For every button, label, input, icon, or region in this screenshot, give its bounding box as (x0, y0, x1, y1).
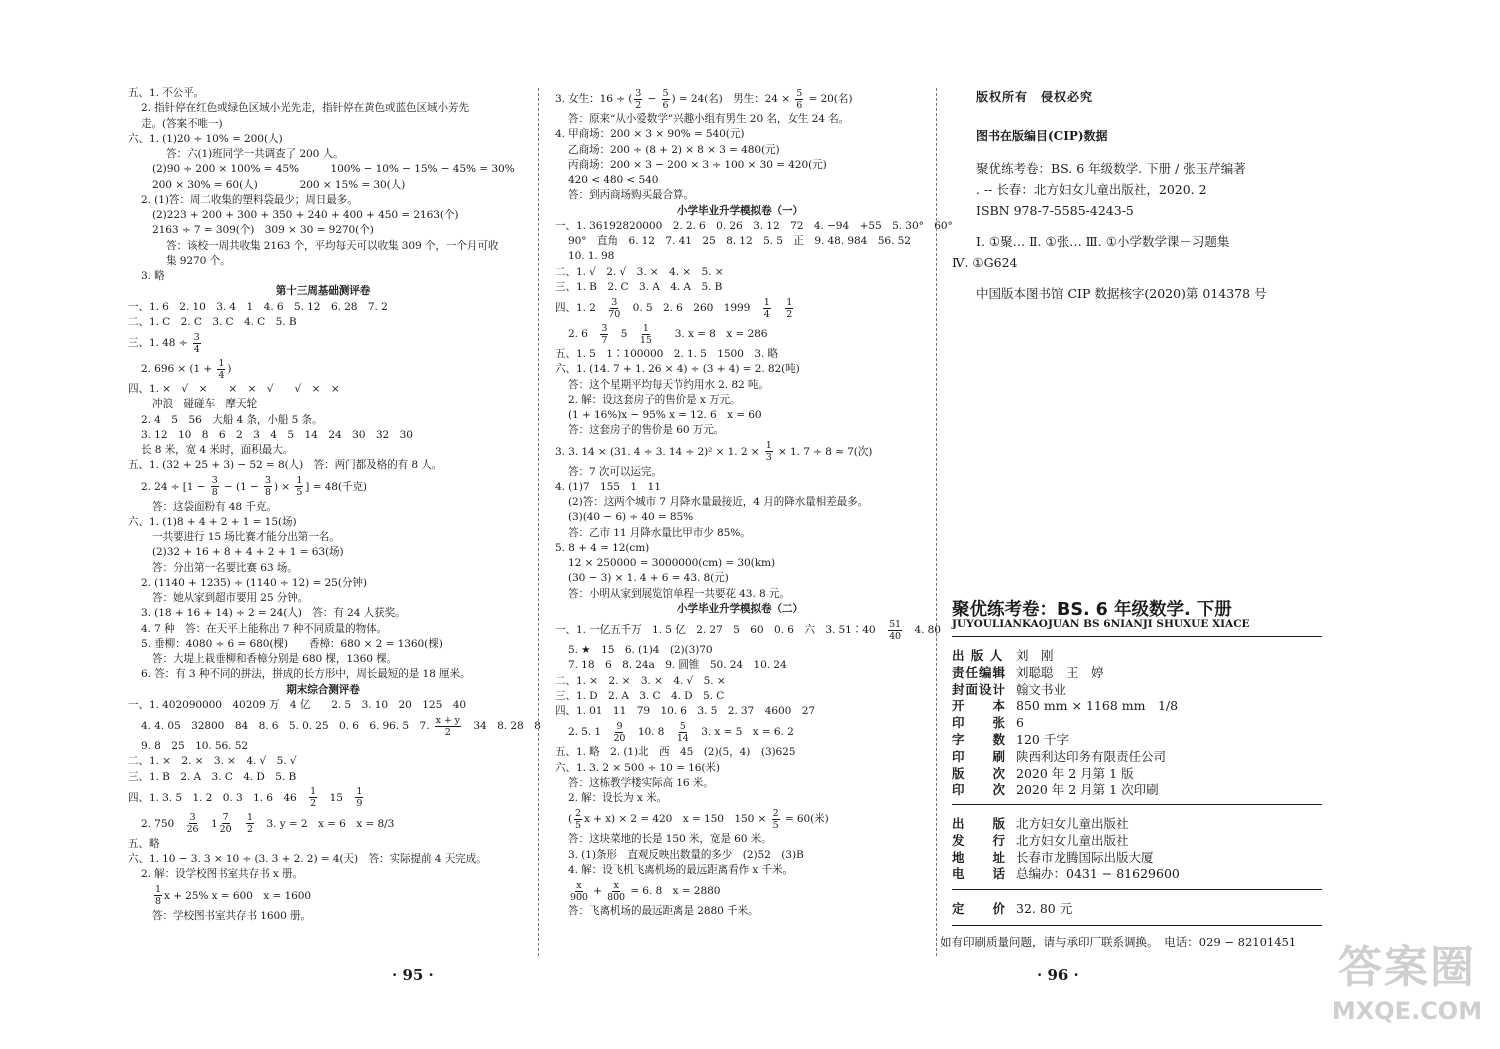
answer-line: 四、1. 3. 5 1. 2 0. 3 1. 6 46 $\frac{1}{2}$ 15 $\frac{1}{9}$ (128, 786, 363, 810)
info-label: 发 行 (952, 832, 1007, 848)
publisher-info (952, 816, 1180, 883)
watermark-url: MXQE.COM (1331, 997, 1483, 1025)
cip-line: ISBN 978-7-5585-4243-5 (976, 203, 1134, 218)
cip-line: Ⅳ. ①G624 (952, 255, 1018, 270)
fraction: $\frac{9}{20}$ (613, 720, 626, 744)
cip-number: 中国版本图书馆 CIP 数据核字(2020)第 014378 号 (976, 286, 1267, 301)
answer-line: 一、1. 一亿五千万 1. 5 亿 2. 27 5 60 0. 6 六 3. 51∶40 $\frac{51}{40}$ 4. 80 (555, 618, 941, 642)
cip-line: 聚优练考卷：BS. 6 年级数学. 下册 / 张玉芹编著 (976, 161, 1246, 176)
info-label: 印 次 (952, 782, 1007, 798)
quality-note: 如有印刷质量问题，请与承印厂联系调换。 电话：029 − 82101451 (940, 935, 1297, 949)
answer-line: 答：六(1)班同学一共调查了 200 人。 (166, 148, 344, 160)
answer-line: 长 8 米，宽 4 米时，面积最大。 (141, 444, 294, 456)
info-row (952, 682, 1178, 699)
answer-line: 五、1. 略 2. (1)北 西 45 (2)(5，4) (3)625 (555, 746, 796, 759)
answer-line: 冲浪 碰碰车 摩天轮 (152, 398, 257, 411)
answer-line: 2. 4 5 56 大船 4 条，小船 5 条。 (141, 413, 323, 426)
answer-line: 12 × 250000 = 3000000(cm) = 30(km) (568, 557, 775, 569)
fraction: $\frac{1}{9}$ (356, 786, 363, 810)
fraction: $\frac{x + y}{2}$ (435, 714, 460, 738)
answer-line: 走。(答案不唯一) (141, 117, 223, 130)
answer-line: 答：乙市 11 月降水量比甲市少 85%。 (568, 526, 751, 539)
answer-line: 3. 12 10 8 6 2 3 4 5 14 24 30 32 30 (141, 428, 413, 441)
fraction: $\frac{1}{3}$ (765, 440, 772, 463)
answer-line: 答：学校图书室共存书 1600 册。 (152, 909, 312, 922)
info-row (952, 866, 1180, 883)
book-title-pinyin: JUYOULIANKAOJUAN BS 6NIANJI SHUXUE XIACE (952, 618, 1250, 630)
cip-title: 图书在版编目(CIP)数据 (976, 129, 1108, 143)
answer-line: 一共要进行 15 场比赛才能分出第一名。 (152, 531, 340, 543)
info-row (952, 749, 1178, 766)
fraction: $\frac{7}{20}$ (219, 812, 232, 836)
info-value: 北方妇女儿童出版社 (1016, 816, 1129, 831)
fraction: $\frac{51}{40}$ (889, 618, 901, 642)
info-row (952, 715, 1178, 732)
info-label: 出 版 人 (952, 648, 1004, 663)
answer-line: (2)32 + 16 + 8 + 4 + 2 + 1 = 63(场) (152, 546, 344, 559)
answer-line: 4. 甲商场：200 × 3 × 90% = 540(元) (555, 128, 745, 141)
section-heading: 第十三周基础测评卷 (275, 285, 371, 298)
info-label: 责任编辑 (952, 664, 1007, 680)
info-value: 2020 年 2 月第 1 次印刷 (1016, 782, 1159, 798)
fraction: $\frac{3}{2}$ (635, 87, 642, 111)
fraction: $\frac{3}{70}$ (608, 296, 621, 320)
answer-line: 2163 ÷ 7 = 309(个) 309 × 30 = 9270(个) (152, 224, 374, 237)
answer-line: 三、1. D 2. A 3. C 4. D 5. C (555, 689, 725, 702)
answer-line: 一、1. 36192820000 2. 2. 6 0. 26 3. 12 72 4. −94 +55 5. 30° 60° (555, 219, 953, 232)
fraction: $\frac{3}{8}$ (265, 475, 271, 498)
answer-line: 2. 24 ÷ [1 − $\frac{3}{8}$ − (1 − $\frac{3}{8}$ ) × $\frac{1}{5}$ ] = 48(千克) (141, 475, 367, 498)
answer-line: 五、略 (128, 837, 160, 850)
answer-line: 六、1. 3. 2 × 500 ÷ 10 = 16(米) (555, 761, 720, 774)
info-label: 电 话 (952, 866, 1007, 882)
fraction: $\frac{3}{7}$ (601, 322, 608, 346)
info-value: 32. 80 元 (1016, 901, 1073, 916)
answer-line: 二、1. × 2. × 3. × 4. √ 5. × (555, 674, 726, 687)
answer-line: 三、1. B 2. C 3. A 4. A 5. B (555, 280, 723, 293)
answer-line: 4. 解：设飞机飞离机场的最远距离看作 x 千米。 (568, 863, 793, 876)
answer-line: 9. 8 25 10. 56. 52 (141, 740, 248, 752)
answer-line: 答：到丙商场购买最合算。 (568, 189, 694, 202)
copyright-column (952, 86, 1332, 304)
answer-column-left (128, 86, 541, 924)
answer-line: 3. 3. 14 × (31. 4 ÷ 3. 14 ÷ 2)² × 1. 2 × $\frac{1}{3}$ × 1. 7 ÷ 8 ≈ 7(次) (555, 440, 873, 463)
answer-line: 丙商场：200 × 3 − 200 × 3 ÷ 100 × 30 = 420(元) (568, 158, 827, 171)
answer-line: 集 9270 个。 (166, 254, 231, 267)
answer-line: 答：这栋教学楼实际高 16 米。 (568, 776, 714, 789)
answer-line: 五、1. (32 + 25 + 3) − 52 = 8(人) 答：两门都及格的有 8 人。 (128, 459, 443, 472)
fraction: $\frac{3}{8}$ (211, 475, 218, 498)
answer-line: (2)223 + 200 + 300 + 350 + 240 + 400 + 450 = 2163(个) (152, 209, 459, 221)
fraction: $\frac{1}{2}$ (247, 812, 253, 836)
answer-line: 一、1. 402090000 40209 万 4 亿 2. 5 3. 10 20 125 40 (128, 698, 466, 711)
answer-line: 答：飞离机场的最远距离是 2880 千米。 (568, 905, 759, 917)
cip-line: Ⅰ. ①聚… Ⅱ. ①张… Ⅲ. ①小学数学课－习题集 (976, 234, 1230, 249)
fraction: $\frac{1}{8}$ (155, 884, 161, 907)
fraction: $\frac{5}{6}$ (662, 87, 669, 111)
answer-line: 5. 垂柳：4080 ÷ 6 = 680(棵) 香樟：680 × 2 = 1360(棵) (141, 637, 443, 650)
info-label: 地 址 (952, 849, 1007, 865)
info-row (952, 766, 1178, 783)
info-value: 翰文书业 (1016, 681, 1067, 697)
answer-line: $\frac{1}{8}$ x + 25% x = 600 x = 1600 (155, 884, 311, 907)
info-row (952, 782, 1178, 799)
fraction: $\frac{5}{6}$ (796, 87, 803, 111)
info-value: 120 千字 (1016, 731, 1069, 747)
answer-line: (30 − 3) × 1. 4 + 6 = 43. 8(元) (568, 572, 729, 585)
fraction: $\frac{1}{15}$ (639, 322, 652, 346)
answer-line: 四、1. × √ × × × √ √ × × (128, 383, 340, 395)
answer-column-middle (555, 86, 953, 919)
answer-line: (2)答：这两个城市 7 月降水量最接近，4 月的降水量相差最多。 (568, 496, 869, 508)
answer-line: 2. 解：设长为 x 米。 (568, 792, 668, 804)
answer-line: 2. (1140 + 1235) ÷ (1140 ÷ 12) = 25(分钟) (141, 576, 367, 589)
price-info (952, 901, 1072, 918)
answer-line: 六、1. (1)8 + 4 + 2 + 1 = 15(场) (128, 515, 297, 528)
answer-line: 3. (18 + 16 + 14) ÷ 2 = 24(人) 答：有 24 人获奖。 (141, 607, 406, 620)
info-label: 出 版 (952, 816, 1007, 831)
answer-line: 4. (1)7 155 1 11 (555, 480, 661, 493)
divider-line (952, 925, 1322, 926)
answer-line: 4. 4. 05 32800 84 8. 6 5. 0. 25 0. 6 6. 96. 5 7. $\frac{x + y}{2}$ 34 8. 28 8 (141, 714, 541, 738)
info-label: 版 次 (952, 765, 1007, 781)
answer-line: 3. 略 (141, 270, 165, 282)
answer-line: 5. ★ 15 6. (1)4 (2)(3)70 (568, 644, 713, 656)
answer-line: 四、1. 01 11 79 10. 6 3. 5 2. 37 4600 27 (555, 705, 816, 717)
answer-line: (3)(40 − 6) ÷ 40 = 85% (568, 511, 694, 524)
fraction: $\frac{3}{26}$ (186, 812, 199, 836)
answer-line: ( $\frac{2}{5}$ x + x) × 2 = 420 x = 150 150 × $\frac{2}{5}$ = 60(米) (568, 807, 829, 831)
answer-line: 6. 答：有 3 种不同的拼法，拼成的长方形中，周长最短的是 18 厘米。 (141, 668, 471, 681)
answer-line: 二、1. C 2. C 3. C 4. C 5. B (128, 315, 297, 328)
page-divider (936, 88, 937, 956)
answer-line: 答：该校一周共收集 2163 个，平均每天可以收集 309 个，一个月可收 (166, 239, 499, 252)
answer-line: 答：分出第一名要比赛 63 场。 (152, 561, 298, 574)
info-value: 长春市龙腾国际出版大厦 (1016, 849, 1154, 865)
divider-line (952, 804, 1322, 805)
info-value: 陕西利达印务有限责任公司 (1016, 748, 1167, 764)
divider-line (952, 636, 1322, 637)
answer-line: 五、1. 不公平。 (128, 87, 205, 99)
answer-line: 420 < 480 < 540 (568, 174, 659, 186)
section-heading: 小学毕业升学模拟卷（二） (677, 602, 803, 615)
answer-line: 答：这块菜地的长是 150 米，宽是 60 米。 (568, 833, 772, 846)
answer-line: 二、1. √ 2. √ 3. × 4. × 5. × (555, 265, 724, 278)
answer-line: (1 + 16%)x − 95% x = 12. 6 x = 60 (568, 409, 762, 421)
info-label: 封面设计 (952, 681, 1007, 697)
answer-line: 答：这袋面粉有 48 千克。 (152, 500, 277, 513)
info-value: 总编办：0431 − 81629600 (1016, 866, 1180, 882)
info-row (952, 698, 1178, 715)
answer-line: $\frac{x}{900}$ + $\frac{x}{800}$ = 6. 8 x = 2880 (570, 879, 721, 903)
fraction: $\frac{x}{800}$ (607, 879, 625, 903)
publication-info (952, 648, 1178, 799)
answer-line: 4. 7 种 答：在天平上能称出 7 种不同质量的物体。 (141, 622, 388, 635)
fraction: $\frac{1}{2}$ (786, 296, 793, 320)
answer-line: 2. 6 $\frac{3}{7}$ 5 $\frac{1}{15}$ 3. x = 8 x = 286 (568, 322, 768, 346)
fraction: $\frac{2}{5}$ (575, 807, 581, 831)
fraction: $\frac{x}{900}$ (570, 879, 588, 903)
watermark-text: 答案圈 (1338, 942, 1476, 993)
info-value: 2020 年 2 月第 1 版 (1016, 765, 1134, 781)
answer-line: 四、1. 2 $\frac{3}{70}$ 0. 5 2. 6 260 1999 $\frac{1}{4}$ $\frac{1}{2}$ (555, 296, 793, 320)
rights-notice: 版权所有 侵权必究 (976, 90, 1094, 104)
divider-line (952, 889, 1322, 890)
answer-line: 答：原来“从小爱数学”兴趣小组有男生 20 名，女生 24 名。 (568, 113, 850, 125)
info-row (952, 665, 1178, 682)
answer-line: 2. 解：设这套房子的售价是 x 万元。 (568, 393, 741, 406)
answer-line: 答：7 次可以运完。 (568, 465, 662, 478)
answer-line: 200 × 30% = 60(人) 200 × 15% = 30(人) (152, 178, 406, 191)
answer-line: 2. 指针停在红色或绿色区域小光先走，指针停在黄色或蓝色区域小芳先 (141, 102, 469, 115)
answer-line: 五、1. 5 1∶100000 2. 1. 5 1500 3. 略 (555, 348, 778, 360)
info-value: 850 mm × 1168 mm 1/8 (1016, 698, 1179, 714)
answer-line: 答：这套房子的售价是 60 万元。 (568, 424, 725, 437)
info-label: 定 价 (952, 901, 1007, 916)
answer-line: 三、1. 48 ÷ $\frac{3}{4}$ (128, 331, 200, 355)
info-row (952, 816, 1180, 833)
answer-line: 2. 解：设学校图书室共存书 x 册。 (141, 868, 304, 881)
answer-line: 2. 696 × (1 + $\frac{1}{4}$ ) (141, 357, 232, 381)
answer-line: 5. 8 + 4 = 12(cm) (555, 541, 650, 554)
page-number-left: · 95 · (392, 966, 434, 984)
page-number-right: · 96 · (1037, 966, 1079, 984)
answer-line: 二、1. × 2. × 3. × 4. √ 5. √ (128, 755, 297, 768)
answer-line: 2. 750 $\frac{3}{26}$ 1 $\frac{7}{20}$ $\frac{1}{2}$ 3. y = 2 x = 6 x = 8/3 (141, 812, 395, 836)
answer-line: 六、1. 10 − 3. 3 × 10 ÷ (3. 3 + 2. 2) = 4(天) 答：实际提前 4 天完成。 (128, 853, 487, 865)
fraction: $\frac{2}{5}$ (772, 807, 779, 831)
cip-block (952, 158, 1332, 304)
info-label: 字 数 (952, 731, 1007, 747)
answer-line: 六、1. (1)20 ÷ 10% = 200(人) (128, 132, 283, 145)
section-heading: 期末综合测评卷 (286, 683, 360, 696)
fraction: $\frac{1}{4}$ (763, 296, 770, 320)
answer-line: 7. 18 6 8. 24a 9. 圆锥 50. 24 10. 24 (568, 659, 787, 672)
info-label: 开 本 (952, 698, 1007, 714)
cip-line: . -- 长春：北方妇女儿童出版社，2020. 2 (976, 182, 1207, 197)
fraction: $\frac{1}{2}$ (310, 786, 317, 810)
answer-line: 一、1. 6 2. 10 3. 4 1 4. 6 5. 12 6. 28 7. 2 (128, 300, 388, 313)
answer-line: 答：小明从家到展览馆单程一共要花 43. 8 元。 (568, 587, 790, 600)
answer-line: 2. 5. 1 $\frac{9}{20}$ 10. 8 $\frac{5}{14}$ 3. x = 5 x = 6. 2 (568, 720, 794, 744)
fraction: $\frac{1}{4}$ (218, 357, 225, 381)
fraction: $\frac{3}{4}$ (193, 331, 200, 355)
answer-line: 90° 直角 6. 12 7. 41 25 8. 12 5. 5 正 9. 48. 984 56. 52 (568, 235, 911, 247)
info-label: 印 刷 (952, 748, 1007, 764)
answer-line: 答：这个星期平均每天节约用水 2. 82 吨。 (568, 378, 769, 391)
answer-line: 答：大堤上栽垂柳和香樟分别是 680 棵，1360 棵。 (152, 653, 398, 665)
info-value: 刘 刚 (1016, 648, 1054, 663)
answer-line: 3. 女生：16 ÷ ( $\frac{3}{2}$ − $\frac{5}{6}$ ) = 24(名) 男生：24 × $\frac{5}{6}$ = 20(名) (555, 87, 853, 111)
info-row (952, 732, 1178, 749)
info-row (952, 901, 1072, 918)
info-row (952, 833, 1180, 850)
column-divider (538, 88, 539, 956)
info-row (952, 850, 1180, 867)
info-value: 6 (1016, 715, 1024, 731)
answer-line: 三、1. B 2. A 3. C 4. D 5. B (128, 770, 297, 783)
watermark-logo (1322, 940, 1492, 1040)
answer-line: 3. (1)条形 直观反映出数量的多少 (2)52 (3)B (568, 848, 804, 861)
info-value: 北方妇女儿童出版社 (1016, 832, 1129, 848)
answer-line: 答：她从家到超市要用 25 分钟。 (152, 592, 309, 604)
info-label: 印 张 (952, 715, 1007, 731)
answer-line: (2)90 ÷ 200 × 100% = 45% 100% − 10% − 15% − 45% = 30% (152, 163, 515, 176)
info-value: 刘聪聪 王 婷 (1016, 664, 1104, 680)
answer-line: 2. (1)答：周二收集的塑料袋最少；周日最多。 (141, 193, 358, 206)
section-heading: 小学毕业升学模拟卷（一） (677, 204, 803, 217)
fraction: $\frac{1}{5}$ (296, 475, 303, 498)
answer-line: 六、1. (14. 7 + 1. 26 × 4) ÷ (3 + 4) = 2. 82(吨) (555, 363, 800, 376)
fraction: $\frac{5}{14}$ (676, 720, 689, 744)
answer-line: 乙商场：200 ÷ (8 + 2) × 8 × 3 = 480(元) (568, 143, 780, 156)
answer-line: 10. 1. 98 (568, 250, 615, 263)
book-title: 聚优练考卷：BS. 6 年级数学. 下册 (952, 600, 1232, 620)
info-row (952, 648, 1178, 665)
